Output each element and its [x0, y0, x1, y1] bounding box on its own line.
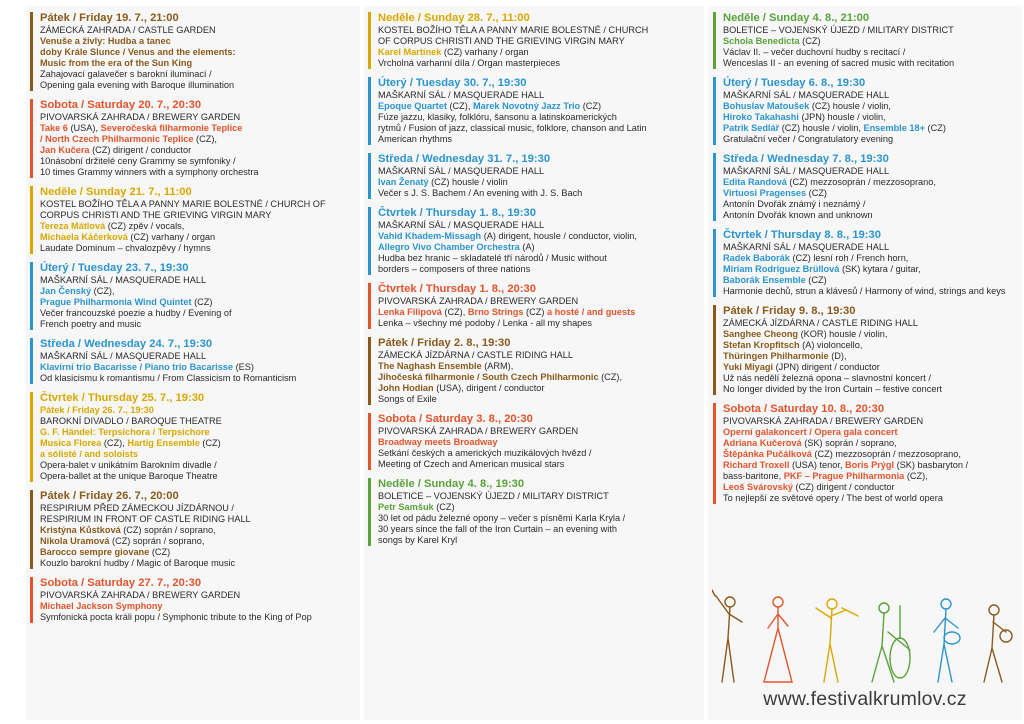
- event-performers-line: [723, 449, 1022, 460]
- event-performers-line: [40, 221, 358, 232]
- performer-detail: (CZ) zpěv / vocals,: [105, 221, 185, 231]
- event-venue: MAŠKARNÍ SÁL / MASQUERADE HALL: [378, 166, 545, 176]
- event-description: Večer s J. S. Bachem / An evening with J. S. Bach: [378, 188, 583, 198]
- event-venue: BOLETICE – VOJENSKÝ ÚJEZD / MILITARY DISTRICT: [378, 491, 609, 501]
- event-description: Wenceslas II - an evening of sacred music with recitation: [723, 58, 955, 68]
- performer-detail: (CZ) soprán / soprano,: [120, 525, 216, 535]
- event-description: 30 years since the fall of the Iron Curtain – an evening with: [378, 524, 618, 534]
- event-description: French poetry and music: [40, 319, 142, 329]
- event-date-heading: Čtvrtek / Thursday 8. 8., 19:30: [723, 229, 881, 241]
- performer-detail: (JPN) dirigent / conductor: [773, 362, 880, 372]
- event-date-heading: Neděle / Sunday 28. 7., 11:00: [378, 12, 530, 24]
- performer-name: Musica Florea: [40, 438, 102, 448]
- event-block: [713, 305, 1022, 395]
- performer-name: Sanghee Cheong: [723, 329, 799, 339]
- performer-name: John Hodian: [378, 383, 434, 393]
- event-performers-line: [378, 231, 704, 242]
- performer-detail: (CZ) housle / violin: [428, 177, 508, 187]
- event-date-heading: Pátek / Friday 9. 8., 19:30: [723, 305, 856, 317]
- event-performers-line: [723, 264, 1022, 275]
- event-block: [713, 403, 1022, 504]
- performer-name: Petr Samšuk: [378, 502, 434, 512]
- performer-detail: (CZ) lesní roh / French horn,: [789, 253, 909, 263]
- performer-detail: bass-baritone,: [723, 471, 784, 481]
- performer-detail: (CZ): [799, 36, 821, 46]
- event-block: [30, 186, 358, 254]
- event-date-heading: Čtvrtek / Thursday 25. 7., 19:30: [40, 392, 205, 404]
- performer-detail: (CZ),: [91, 286, 115, 296]
- event-description: Kouzlo barokní hudby / Magic of Baroque music: [40, 558, 236, 568]
- event-date-heading: Pátek / Friday 2. 8., 19:30: [378, 337, 511, 349]
- event-performers-line: [40, 297, 358, 308]
- event-description: Antonín Dvořák známý i neznámý /: [723, 199, 866, 209]
- performer-detail: (ARM),: [481, 361, 514, 371]
- performer-detail: (CZ),: [446, 101, 473, 111]
- event-date-heading: Sobota / Saturday 3. 8., 20:30: [378, 413, 533, 425]
- event-title-line: Venuše a živly: Hudba a tanec: [40, 36, 171, 46]
- event-venue: KOSTEL BOŽÍHO TĚLA A PANNY MARIE BOLESTNÉ / CHURCH: [378, 25, 649, 35]
- event-venue: PIVOVARSKÁ ZAHRADA / BREWERY GARDEN: [378, 426, 579, 436]
- event-description: Václav II. – večer duchovní hudby s recitací /: [723, 47, 906, 57]
- performer-detail: (CZ) dirigent / conductor: [89, 145, 192, 155]
- performer-name: Virtuosi Pragenses: [723, 188, 807, 198]
- event-venue: RESPIRIUM PŘED ZÁMECKOU JÍZDÁRNOU /: [40, 503, 234, 513]
- performer-name: Michaela Káčerková: [40, 232, 128, 242]
- performer-name: Hiroko Takahashi: [723, 112, 799, 122]
- event-date-heading: Čtvrtek / Thursday 1. 8., 20:30: [378, 283, 536, 295]
- event-venue: MAŠKARNÍ SÁL / MASQUERADE HALL: [378, 90, 545, 100]
- event-title-line: Music from the era of the Sun King: [40, 58, 193, 68]
- performer-detail: (CZ),: [904, 471, 928, 481]
- performer-name: Boris Prýgl: [845, 460, 895, 470]
- event-block: [713, 12, 1022, 69]
- event-date-heading: Sobota / Saturday 10. 8., 20:30: [723, 403, 885, 415]
- event-performers-line: [378, 361, 704, 372]
- event-date-heading: Středa / Wednesday 24. 7., 19:30: [40, 338, 213, 350]
- event-venue: ZÁMECKÁ ZAHRADA / CASTLE GARDEN: [40, 25, 216, 35]
- performer-detail: (CZ) dirigent / conductor: [792, 482, 895, 492]
- performer-detail: (CZ) housle / violin,: [779, 123, 864, 133]
- performer-detail: (ES): [233, 362, 254, 372]
- event-description: songs by Karel Kryl: [378, 535, 458, 545]
- event-description: Setkání českých a amerických muzikálových hvězd /: [378, 448, 592, 458]
- event-description: Lenka – všechny mé podoby / Lenka - all my shapes: [378, 318, 592, 328]
- performer-detail: (SK) kytara / guitar,: [839, 264, 921, 274]
- event-date-heading: Středa / Wednesday 7. 8., 19:30: [723, 153, 889, 165]
- performer-detail: (SK) basbaryton /: [894, 460, 969, 470]
- event-performers-line: [723, 123, 1022, 134]
- performer-name: Radek Baborák: [723, 253, 790, 263]
- performer-detail: (CZ): [433, 502, 455, 512]
- performer-name: Jihočeská filharmonie / South Czech Philharmonic: [378, 372, 599, 382]
- event-performers-line: [723, 351, 1022, 362]
- performer-detail: (USA),: [67, 123, 101, 133]
- event-date-heading: Čtvrtek / Thursday 1. 8., 19:30: [378, 207, 536, 219]
- performer-name: Brno Strings: [467, 307, 524, 317]
- performer-name: a sólisté / and soloists: [40, 449, 139, 459]
- performer-detail: (CZ),: [101, 438, 128, 448]
- event-description: Laudate Dominum – chvalozpěvy / hymns: [40, 243, 211, 253]
- event-description: Vrcholná varhanní díla / Organ masterpieces: [378, 58, 560, 68]
- event-performers-line: [723, 471, 1022, 482]
- event-performers-line: [723, 253, 1022, 264]
- event-performers-line: [723, 101, 1022, 112]
- event-performers-line: [378, 101, 704, 112]
- performer-detail: (CZ) mezzosoprán / mezzosoprano,: [811, 449, 961, 459]
- event-performers-line: [723, 177, 1022, 188]
- performer-name: Hartig Ensemble: [127, 438, 200, 448]
- event-description: Harmonie dechů, strun a klávesů / Harmony of wind, strings and keys: [723, 286, 1006, 296]
- performer-detail: (A): [519, 242, 535, 252]
- performer-name: Ensemble 18+: [863, 123, 925, 133]
- performer-detail: (CZ): [191, 297, 213, 307]
- performer-name: Štěpánka Pučálková: [723, 449, 812, 459]
- performer-name: Patrik Sedlář: [723, 123, 780, 133]
- event-description: No longer divided by the Iron Curtain – festive concert: [723, 384, 943, 394]
- event-description: American rhythms: [378, 134, 453, 144]
- performer-detail: (A) dirigent, housle / conductor, violin,: [481, 231, 637, 241]
- hornist-figure: [984, 605, 1012, 682]
- event-venue: PIVOVARSKÁ ZAHRADA / BREWERY GARDEN: [378, 296, 579, 306]
- singer-figure: [764, 597, 792, 682]
- event-description: Meeting of Czech and American musical stars: [378, 459, 565, 469]
- performer-name: Severočeská filharmonie Teplice: [100, 123, 243, 133]
- event-performers-line: [378, 372, 704, 383]
- event-date-heading: Neděle / Sunday 4. 8., 19:30: [378, 478, 525, 490]
- performer-detail: (A) violoncello,: [799, 340, 863, 350]
- performer-detail: (CZ),: [193, 134, 217, 144]
- festival-website[interactable]: www.festivalkrumlov.cz: [763, 688, 967, 710]
- event-performers-line: [723, 482, 1022, 493]
- performer-name: Miriam Rodriguez Brüllová: [723, 264, 840, 274]
- event-performers-line: [723, 438, 1022, 449]
- event-description: 10 times Grammy winners with a symphony orchestra: [40, 167, 259, 177]
- performer-detail: (CZ): [199, 438, 221, 448]
- event-performers-line: [378, 307, 704, 318]
- event-performers-line: [40, 536, 358, 547]
- event-block: [368, 153, 704, 199]
- event-venue: KOSTEL BOŽÍHO TĚLA A PANNY MARIE BOLESTNÉ / CHURCH OF: [40, 199, 326, 209]
- event-performers-line: [723, 188, 1022, 199]
- performer-detail: (CZ),: [441, 307, 468, 317]
- performer-detail: (CZ): [149, 547, 171, 557]
- cellist-figure: [872, 603, 910, 682]
- performer-name: Take 6: [40, 123, 68, 133]
- event-performers-line: [378, 383, 704, 394]
- performer-name: Jan Čenský: [40, 286, 92, 296]
- event-block: [30, 490, 358, 569]
- event-block: [713, 153, 1022, 221]
- event-block: [30, 99, 358, 178]
- event-venue: BOLETICE – VOJENSKÝ ÚJEZD / MILITARY DISTRICT: [723, 25, 954, 35]
- performer-name: Klavírní trio Bacarisse / Piano trio Bacarisse: [40, 362, 234, 372]
- event-venue: MAŠKARNÍ SÁL / MASQUERADE HALL: [40, 275, 207, 285]
- event-description: Songs of Exile: [378, 394, 437, 404]
- event-description: Antonín Dvořák known and unknown: [723, 210, 873, 220]
- conductor-figure: [712, 590, 742, 682]
- performer-name: Allegro Vivo Chamber Orchestra: [378, 242, 520, 252]
- event-block: [368, 337, 704, 405]
- performer-detail: (CZ): [806, 188, 827, 198]
- performer-name: Karel Martínek: [378, 47, 442, 57]
- event-date-heading: Sobota / Saturday 20. 7., 20:30: [40, 99, 202, 111]
- event-description: Večer francouzské poezie a hudby / Evening of: [40, 308, 232, 318]
- event-performers-line: [40, 438, 358, 449]
- performer-detail: (SK) soprán / soprano,: [801, 438, 897, 448]
- performer-name: Prague Philharmonia Wind Quintet: [40, 297, 192, 307]
- musicians-illustration: [712, 588, 1018, 686]
- performer-name: Epoque Quartet: [378, 101, 447, 111]
- performer-name: Edita Randová: [723, 177, 787, 187]
- performer-detail: (CZ) varhany / organ: [127, 232, 216, 242]
- event-block: [368, 413, 704, 470]
- event-performers-line: [723, 329, 1022, 340]
- performer-name: PKF – Prague Philharmonia: [783, 471, 905, 481]
- event-block: [30, 12, 358, 91]
- event-block: [713, 229, 1022, 297]
- performer-detail: (JPN) housle / violin,: [798, 112, 886, 122]
- performer-name: Bohuslav Matoušek: [723, 101, 810, 111]
- event-block: [368, 207, 704, 275]
- event-performers-line: [40, 362, 358, 373]
- performer-name: Lenka Filipová: [378, 307, 442, 317]
- event-performers-line: [378, 502, 704, 513]
- event-description: Opera-ballet at the unique Baroque Theatre: [40, 471, 218, 481]
- event-block: [30, 392, 358, 482]
- event-title-line: Broadway meets Broadway: [378, 437, 498, 447]
- performer-detail: (USA), dirigent / conductor: [433, 383, 545, 393]
- event-description: borders – composers of three nations: [378, 264, 531, 274]
- performer-name: Thüringen Philharmonie: [723, 351, 829, 361]
- event-title-line: doby Krále Slunce / Venus and the elements:: [40, 47, 236, 57]
- event-venue: PIVOVARSKÁ ZAHRADA / BREWERY GARDEN: [40, 112, 241, 122]
- event-description: Opening gala evening with Baroque illumination: [40, 80, 235, 90]
- performer-name: Marek Novotný Jazz Trio: [472, 101, 581, 111]
- event-description: Zahajovací galavečer s barokní iluminací /: [40, 69, 212, 79]
- event-block: [30, 338, 358, 384]
- event-performers-line: [723, 112, 1022, 123]
- performer-name: Stefan Kropfitsch: [723, 340, 800, 350]
- event-date-heading: Úterý / Tuesday 23. 7., 19:30: [40, 262, 189, 274]
- performer-name: Barocco sempre giovane: [40, 547, 150, 557]
- event-performers-line: [40, 134, 358, 145]
- performer-name: / North Czech Philharmonic Teplice: [40, 134, 194, 144]
- event-performers-line: [378, 177, 704, 188]
- performer-detail: (CZ) mezzosoprán / mezzosoprano,: [786, 177, 936, 187]
- event-venue: MAŠKARNÍ SÁL / MASQUERADE HALL: [40, 351, 207, 361]
- event-date-heading: Neděle / Sunday 4. 8., 21:00: [723, 12, 870, 24]
- performer-name: Tereza Mátlová: [40, 221, 106, 231]
- event-block: [368, 478, 704, 546]
- event-performers-line: [723, 340, 1022, 351]
- performer-name: Schola Benedicta: [723, 36, 800, 46]
- event-performers-line: [723, 460, 1022, 471]
- event-date-heading: Úterý / Tuesday 6. 8., 19:30: [723, 77, 866, 89]
- event-date-heading: Úterý / Tuesday 30. 7., 19:30: [378, 77, 527, 89]
- event-block: [30, 262, 358, 330]
- performer-name: Nikola Uramová: [40, 536, 110, 546]
- performer-detail: (CZ) soprán / soprano,: [109, 536, 205, 546]
- performer-detail: (CZ): [924, 123, 946, 133]
- performer-name: Adriana Kučerová: [723, 438, 802, 448]
- performer-detail: (CZ),: [598, 372, 623, 382]
- event-title-line: Pátek / Friday 26. 7., 19:30: [40, 405, 154, 415]
- event-date-heading: Neděle / Sunday 21. 7., 11:00: [40, 186, 192, 198]
- performer-name: Vahid Khadem-Missagh: [378, 231, 482, 241]
- schedule-column-2: [368, 12, 704, 554]
- event-title-line: Operní galakoncert / Opera gala concert: [723, 427, 898, 437]
- performer-name: Baborák Ensemble: [723, 275, 806, 285]
- violinist-figure: [816, 599, 858, 682]
- event-block: [368, 12, 704, 69]
- performer-name: Leoš Svárovský: [723, 482, 793, 492]
- event-venue: MAŠKARNÍ SÁL / MASQUERADE HALL: [723, 90, 890, 100]
- performer-name: Kristýna Kůstková: [40, 525, 121, 535]
- event-performers-line: [40, 525, 358, 536]
- event-performers-line: [40, 449, 358, 460]
- event-performers-line: [723, 362, 1022, 373]
- event-description: Od klasicismu k romantismu / From Classicism to Romanticism: [40, 373, 297, 383]
- performer-name: Jan Kučera: [40, 145, 90, 155]
- event-description: Gratulační večer / Congratulatory evening: [723, 134, 894, 144]
- event-date-heading: Pátek / Friday 26. 7., 20:00: [40, 490, 179, 502]
- event-date-heading: Pátek / Friday 19. 7., 21:00: [40, 12, 179, 24]
- event-performers-line: [723, 36, 1022, 47]
- event-description: Fúze jazzu, klasiky, folklóru, šansonu a latinskoamerických: [378, 112, 617, 122]
- performer-name: G. F. Händel: Terpsichora / Terpsichore: [40, 427, 210, 437]
- event-title-line: Michael Jackson Symphony: [40, 601, 163, 611]
- event-description: Symfonická pocta králi popu / Symphonic tribute to the King of Pop: [40, 612, 312, 622]
- event-date-heading: Sobota / Saturday 27. 7., 20:30: [40, 577, 202, 589]
- performer-name: The Naghash Ensemble: [378, 361, 482, 371]
- performer-detail: (CZ): [523, 307, 547, 317]
- event-venue: MAŠKARNÍ SÁL / MASQUERADE HALL: [723, 166, 890, 176]
- event-performers-line: [723, 275, 1022, 286]
- performer-detail: (USA) tenor,: [789, 460, 846, 470]
- event-performers-line: [378, 242, 704, 253]
- event-venue: PIVOVARSKÁ ZAHRADA / BREWERY GARDEN: [40, 590, 241, 600]
- event-description: 10násobní držitelé ceny Grammy se symfoniky /: [40, 156, 236, 166]
- performer-name: a hosté / and guests: [546, 307, 636, 317]
- event-block: [368, 77, 704, 145]
- performer-detail: (CZ) varhany / organ: [441, 47, 529, 57]
- event-block: [368, 283, 704, 329]
- event-venue: RESPIRIUM IN FRONT OF CASTLE RIDING HALL: [40, 514, 251, 524]
- event-venue: PIVOVARSKÁ ZAHRADA / BREWERY GARDEN: [723, 416, 924, 426]
- schedule-column-1: [30, 12, 358, 631]
- performer-detail: (CZ) housle / violin,: [809, 101, 891, 111]
- event-description: To nejlepší ze světové opery / The best of world opera: [723, 493, 943, 503]
- event-performers-line: [40, 145, 358, 156]
- performer-detail: (D),: [828, 351, 847, 361]
- performer-detail: (CZ): [580, 101, 602, 111]
- event-performers-line: [40, 427, 358, 438]
- performer-name: Yuki Miyagi: [723, 362, 774, 372]
- event-description: Hudba bez hranic – skladatelé tří národů / Music without: [378, 253, 607, 263]
- event-venue: MAŠKARNÍ SÁL / MASQUERADE HALL: [723, 242, 890, 252]
- performer-name: Ivan Ženatý: [378, 177, 429, 187]
- event-performers-line: [378, 47, 704, 58]
- event-venue: CORPUS CHRISTI AND THE GRIEVING VIRGIN MARY: [40, 210, 272, 220]
- event-venue: BAROKNÍ DIVADLO / BAROQUE THEATRE: [40, 416, 222, 426]
- event-block: [713, 77, 1022, 145]
- event-performers-line: [40, 547, 358, 558]
- event-description: 30 let od pádu železné opony – večer s písněmi Karla Kryla /: [378, 513, 626, 523]
- performer-detail: (KOR) housle / violin,: [798, 329, 888, 339]
- performer-detail: (CZ): [805, 275, 827, 285]
- event-venue: MAŠKARNÍ SÁL / MASQUERADE HALL: [378, 220, 545, 230]
- performer-name: Richard Troxell: [723, 460, 790, 470]
- event-venue: ZÁMECKÁ JÍZDÁRNA / CASTLE RIDING HALL: [378, 350, 574, 360]
- event-venue: OF CORPUS CHRISTI AND THE GRIEVING VIRGIN MARY: [378, 36, 625, 46]
- event-performers-line: [40, 286, 358, 297]
- event-date-heading: Středa / Wednesday 31. 7., 19:30: [378, 153, 551, 165]
- event-venue: ZÁMECKÁ JÍZDÁRNA / CASTLE RIDING HALL: [723, 318, 919, 328]
- event-performers-line: [40, 123, 358, 134]
- event-description: Už nás nedělí železná opona – slavnostní koncert /: [723, 373, 931, 383]
- guitarist-figure: [934, 599, 960, 682]
- event-performers-line: [40, 232, 358, 243]
- event-description: rytmů / Fusion of jazz, classical music, folklore, chanson and Latin: [378, 123, 647, 133]
- event-block: [30, 577, 358, 623]
- event-description: Opera-balet v unikátním Barokním divadle /: [40, 460, 217, 470]
- schedule-column-3: [713, 12, 1022, 512]
